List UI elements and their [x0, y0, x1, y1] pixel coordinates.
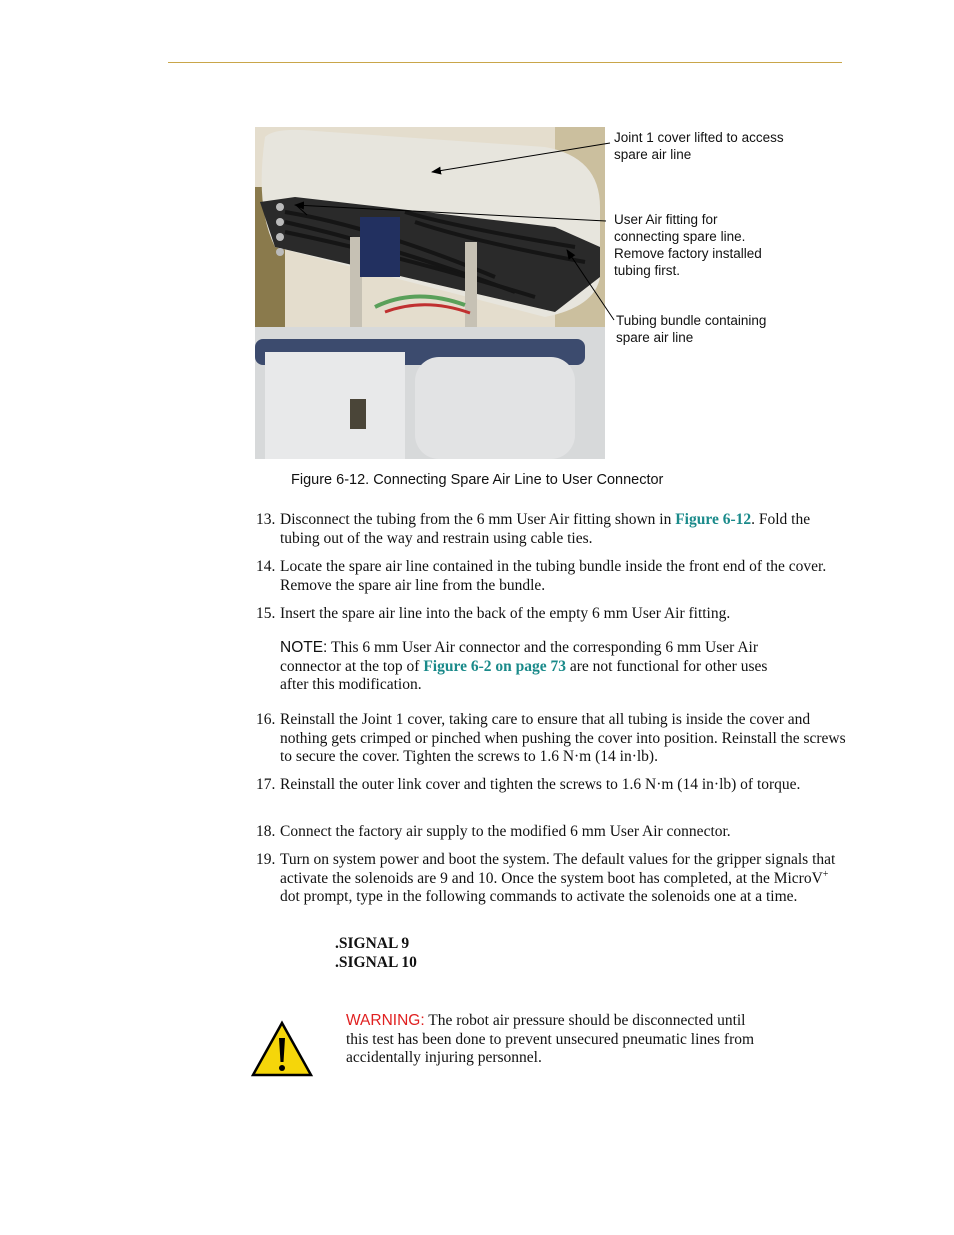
step-text: Connect the factory air supply to the modified 6 mm User Air connector.: [280, 823, 731, 840]
step-14: [256, 558, 846, 595]
step-number: 14.: [256, 558, 276, 575]
step-number: 13.: [256, 511, 276, 528]
step-number: 15.: [256, 605, 276, 622]
step-text: Reinstall the Joint 1 cover, taking care to ensure that all tubing is inside the cover and nothing gets crimped or pinched when pushing the cover into position. Reinstall the screws to secure the cover. Tighten the screws to 1.6 N·m (14 in·lb).: [280, 711, 846, 766]
note-label: NOTE:: [280, 639, 328, 656]
step-text: Insert the spare air line into the back of the empty 6 mm User Air fitting.: [280, 605, 731, 622]
note-text: are not functional for other uses after this modification.: [280, 657, 768, 694]
step-number: 17.: [256, 776, 276, 793]
warning-triangle-icon: [250, 1020, 314, 1078]
header-rule: [168, 62, 842, 63]
step-text: Reinstall the outer link cover and tighten the screws to 1.6 N·m (14 in·lb) of torque.: [280, 776, 801, 793]
figure-6-12-link[interactable]: Figure 6-12: [675, 511, 752, 528]
callout-tubing-bundle: Tubing bundle containing spare air line: [616, 313, 767, 345]
code-signal-10: .SIGNAL 10: [335, 954, 417, 971]
robot-joint-photo: [255, 127, 605, 459]
note-text: This 6 mm User Air connector and the corresponding 6 mm User Air connector at the top of: [280, 639, 758, 675]
step-number: 16.: [256, 711, 276, 728]
code-signal-9: .SIGNAL 9: [335, 935, 410, 952]
warning-text: The robot air pressure should be disconnected until this test has been done to prevent unsecured pneumatic lines from accidentally injuring personnel.: [346, 1012, 755, 1067]
warning-block: [346, 1012, 756, 1068]
callout-joint-cover: Joint 1 cover lifted to access spare air line: [614, 130, 784, 162]
step-19: [256, 851, 846, 907]
superscript-plus: +: [822, 868, 829, 880]
figure-caption: Figure 6-12. Connecting Spare Air Line to User Connector: [291, 472, 664, 488]
figure-6-2-link[interactable]: Figure 6-2 on page 73: [423, 657, 566, 675]
step-16: [256, 711, 846, 767]
step-number: 19.: [256, 851, 276, 868]
step-13: [256, 511, 846, 548]
step-18: [256, 823, 846, 842]
step-text: Disconnect the tubing from the 6 mm User Air fitting shown in: [280, 511, 676, 528]
step-text: Locate the spare air line contained in the tubing bundle inside the front end of the cover. Remove the spare air line from the bundle.: [280, 558, 827, 594]
step-17: [256, 776, 846, 795]
step-text: Turn on system power and boot the system. The default values for the gripper signals that activate the solenoids are 9 and 10. Once the system boot has completed, at the MicroV: [280, 851, 836, 887]
step-number: 18.: [256, 823, 276, 840]
step-text: dot prompt, type in the following commands to activate the solenoids one at a time.: [280, 888, 798, 906]
warning-label: WARNING:: [346, 1012, 425, 1029]
step-15: [256, 605, 846, 624]
note-block: [280, 639, 785, 695]
step-text: . Fold the tubing out of the way and restrain using cable ties.: [280, 511, 811, 547]
callout-user-air-fitting: User Air fitting for connecting spare line. Remove factory installed tubing first.: [614, 212, 762, 278]
